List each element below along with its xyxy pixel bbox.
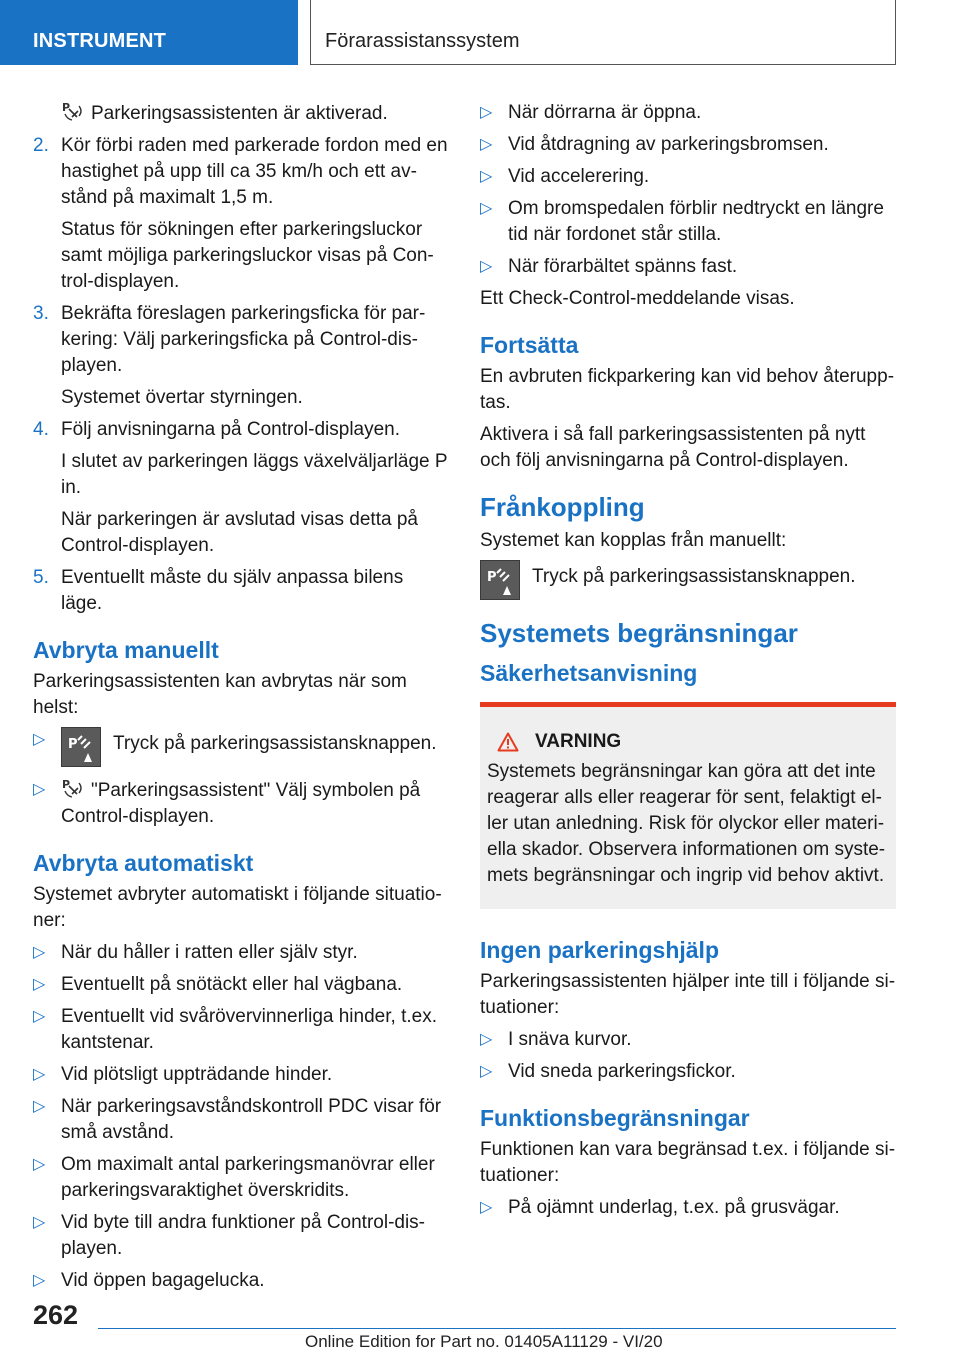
bullet-icon: ▷ bbox=[480, 1199, 493, 1216]
step-2-note: Status för sökningen efter parkeringsluckor samt möjliga parkeringsluckor visas på Con-trol-displayen. bbox=[61, 219, 434, 292]
step-text: Eventuellt måste du själv anpassa bilens läge. bbox=[61, 567, 404, 614]
bullet-icon: ▷ bbox=[480, 104, 493, 121]
step-text: Kör förbi raden med parkerade fordon med en hastighet på upp till ca 35 km/h och ett av-stånd på maximalt 1,5 m. bbox=[61, 135, 448, 208]
list-item-text: Om bromspedalen förblir nedtryckt en längre tid när fordonet står stilla. bbox=[508, 198, 884, 245]
footer-edition: Online Edition for Part no. 01405A11129 - VI/20 bbox=[305, 1332, 663, 1351]
continue-heading: Fortsätta bbox=[480, 332, 579, 358]
function-limits-list bbox=[480, 1195, 896, 1221]
bullet-icon: ▷ bbox=[33, 1066, 46, 1083]
header-chapter-tab bbox=[310, 0, 896, 65]
list-item bbox=[480, 100, 896, 126]
warning-title-text: VARNING bbox=[535, 731, 622, 752]
auto-cancel-heading: Avbryta automatiskt bbox=[33, 850, 254, 876]
manual-bullet-2-text: "Parkeringsassistent" Välj symbolen på Control-displayen. bbox=[61, 780, 421, 827]
auto-cancel-list-continued bbox=[480, 100, 896, 280]
step-4 bbox=[33, 417, 448, 443]
list-item-text: Vid åtdragning av parkeringsbromsen. bbox=[508, 134, 829, 155]
list-item-text: När du håller i ratten eller själv styr. bbox=[61, 942, 358, 963]
step-text: Följ anvisningarna på Control-displayen. bbox=[61, 419, 401, 440]
list-item bbox=[480, 196, 896, 248]
step-number: 2. bbox=[33, 135, 49, 156]
step-2 bbox=[33, 133, 448, 211]
auto-cancel-list bbox=[33, 940, 448, 1294]
bullet-icon: ▷ bbox=[33, 976, 46, 993]
system-limits-heading: Systemets begränsningar bbox=[480, 618, 798, 648]
svg-text:P: P bbox=[487, 570, 497, 585]
list-item-text: När förarbältet spänns fast. bbox=[508, 256, 738, 277]
function-limits-heading: Funktionsbegränsningar bbox=[480, 1105, 750, 1131]
svg-text:P: P bbox=[62, 778, 71, 791]
left-column bbox=[33, 100, 448, 1300]
bullet-icon: ▷ bbox=[480, 258, 493, 275]
list-item bbox=[480, 132, 896, 158]
parking-button-icon bbox=[61, 727, 101, 767]
list-item-text: Eventuellt vid svårövervinnerliga hinder, t.ex. kantstenar. bbox=[61, 1006, 437, 1053]
list-item bbox=[33, 727, 448, 767]
list-item-text: Vid accelerering. bbox=[508, 166, 650, 187]
list-item bbox=[480, 1195, 896, 1221]
activated-line bbox=[33, 100, 448, 127]
list-item bbox=[33, 1152, 448, 1204]
list-item bbox=[33, 1062, 448, 1088]
bullet-icon: ▷ bbox=[480, 200, 493, 217]
check-control-message: Ett Check-Control-meddelande visas. bbox=[480, 288, 795, 309]
no-help-intro: Parkeringsassistenten hjälper inte till i följande si-tuationer: bbox=[480, 971, 896, 1018]
bullet-icon: ▷ bbox=[480, 1031, 493, 1048]
bullet-icon: ▷ bbox=[33, 731, 46, 748]
auto-cancel-intro: Systemet avbryter automatiskt i följande situatio-ner: bbox=[33, 884, 442, 931]
list-item-text: I snäva kurvor. bbox=[508, 1029, 632, 1050]
svg-text:P: P bbox=[68, 737, 78, 752]
list-item-text: När dörrarna är öppna. bbox=[508, 102, 702, 123]
disconnect-heading: Frånkoppling bbox=[480, 492, 645, 522]
continue-paragraph-2: Aktivera i så fall parkeringsassistenten på nytt och följ anvisningarna på Control-displayen. bbox=[480, 424, 866, 471]
list-item-text: Vid plötsligt uppträdande hinder. bbox=[61, 1064, 333, 1085]
function-limits-intro: Funktionen kan vara begränsad t.ex. i följande si-tuationer: bbox=[480, 1139, 896, 1186]
manual-cancel-heading: Avbryta manuellt bbox=[33, 637, 219, 663]
step-3-note: Systemet övertar styrningen. bbox=[61, 387, 303, 408]
list-item bbox=[480, 1027, 896, 1053]
step-5 bbox=[33, 565, 448, 617]
list-item-text: Vid byte till andra funktioner på Control-dis-playen. bbox=[61, 1212, 426, 1259]
safety-heading: Säkerhetsanvisning bbox=[480, 660, 698, 686]
disconnect-intro: Systemet kan kopplas från manuellt: bbox=[480, 530, 787, 551]
list-item-text: Om maximalt antal parkeringsmanövrar eller parkeringsvaraktighet överskridits. bbox=[61, 1154, 435, 1201]
list-item bbox=[33, 777, 448, 830]
bullet-icon: ▷ bbox=[480, 168, 493, 185]
page-number: 262 bbox=[33, 1300, 79, 1330]
list-item-text: På ojämnt underlag, t.ex. på grusvägar. bbox=[508, 1197, 840, 1218]
warning-text: Systemets begränsningar kan göra att det inte reagerar alls eller reagerar för sent, felaktigt el-ler utan anledning. Risk för olyckor eller materi-ella skador. Observera informationen om syste-mets begränsningar och ingrip vid behov aktivt. bbox=[487, 761, 886, 886]
manual-cancel-intro: Parkeringsassistenten kan avbrytas när som helst: bbox=[33, 671, 407, 718]
header-chapter-title: Förarassistanssystem bbox=[325, 30, 520, 52]
no-help-list bbox=[480, 1027, 896, 1085]
list-item bbox=[33, 1004, 448, 1056]
parking-assistant-icon bbox=[61, 100, 85, 122]
continue-paragraph-1: En avbruten fickparkering kan vid behov återupp-tas. bbox=[480, 366, 895, 413]
list-item bbox=[33, 1210, 448, 1262]
warning-box bbox=[480, 702, 896, 909]
list-item-text: Vid sneda parkeringsfickor. bbox=[508, 1061, 736, 1082]
right-column bbox=[480, 100, 896, 1227]
bullet-icon: ▷ bbox=[33, 1008, 46, 1025]
header-section-tab bbox=[0, 0, 298, 65]
bullet-icon: ▷ bbox=[33, 1156, 46, 1173]
header-section-title: INSTRUMENT bbox=[33, 30, 167, 52]
disconnect-button-text: Tryck på parkeringsassistansknappen. bbox=[532, 566, 856, 587]
disconnect-button-row bbox=[480, 560, 896, 600]
list-item bbox=[33, 1094, 448, 1146]
list-item bbox=[33, 1268, 448, 1294]
list-item-text: När parkeringsavståndskontroll PDC visar för små avstånd. bbox=[61, 1096, 442, 1143]
parking-button-icon bbox=[480, 560, 520, 600]
svg-text:P: P bbox=[62, 101, 71, 114]
bullet-icon: ▷ bbox=[33, 1214, 46, 1231]
step-4-note-2: När parkeringen är avslutad visas detta på Control-displayen. bbox=[61, 509, 418, 556]
list-item bbox=[480, 1059, 896, 1085]
list-item-text: Vid öppen bagagelucka. bbox=[61, 1270, 265, 1291]
activated-text: Parkeringsassistenten är aktiverad. bbox=[91, 103, 388, 124]
step-number: 3. bbox=[33, 303, 49, 324]
bullet-icon: ▷ bbox=[33, 781, 46, 798]
step-number: 4. bbox=[33, 419, 49, 440]
no-help-heading: Ingen parkeringshjälp bbox=[480, 937, 719, 963]
warning-triangle-icon bbox=[497, 732, 519, 752]
bullet-icon: ▷ bbox=[33, 1098, 46, 1115]
step-4-note-1: I slutet av parkeringen läggs växelväljarläge P in. bbox=[61, 451, 448, 498]
parking-assistant-icon bbox=[61, 777, 85, 799]
manual-bullet-1-text: Tryck på parkeringsassistansknappen. bbox=[113, 733, 437, 754]
list-item bbox=[33, 972, 448, 998]
bullet-icon: ▷ bbox=[480, 1063, 493, 1080]
bullet-icon: ▷ bbox=[33, 1272, 46, 1289]
footer-divider bbox=[98, 1328, 896, 1329]
bullet-icon: ▷ bbox=[480, 136, 493, 153]
list-item bbox=[480, 254, 896, 280]
step-number: 5. bbox=[33, 567, 49, 588]
step-3 bbox=[33, 301, 448, 379]
list-item bbox=[33, 940, 448, 966]
step-text: Bekräfta föreslagen parkeringsficka för par-kering: Välj parkeringsficka på Control-dis-playen. bbox=[61, 303, 426, 376]
bullet-icon: ▷ bbox=[33, 944, 46, 961]
list-item bbox=[480, 164, 896, 190]
warning-title bbox=[487, 729, 888, 755]
list-item-text: Eventuellt på snötäckt eller hal vägbana. bbox=[61, 974, 403, 995]
